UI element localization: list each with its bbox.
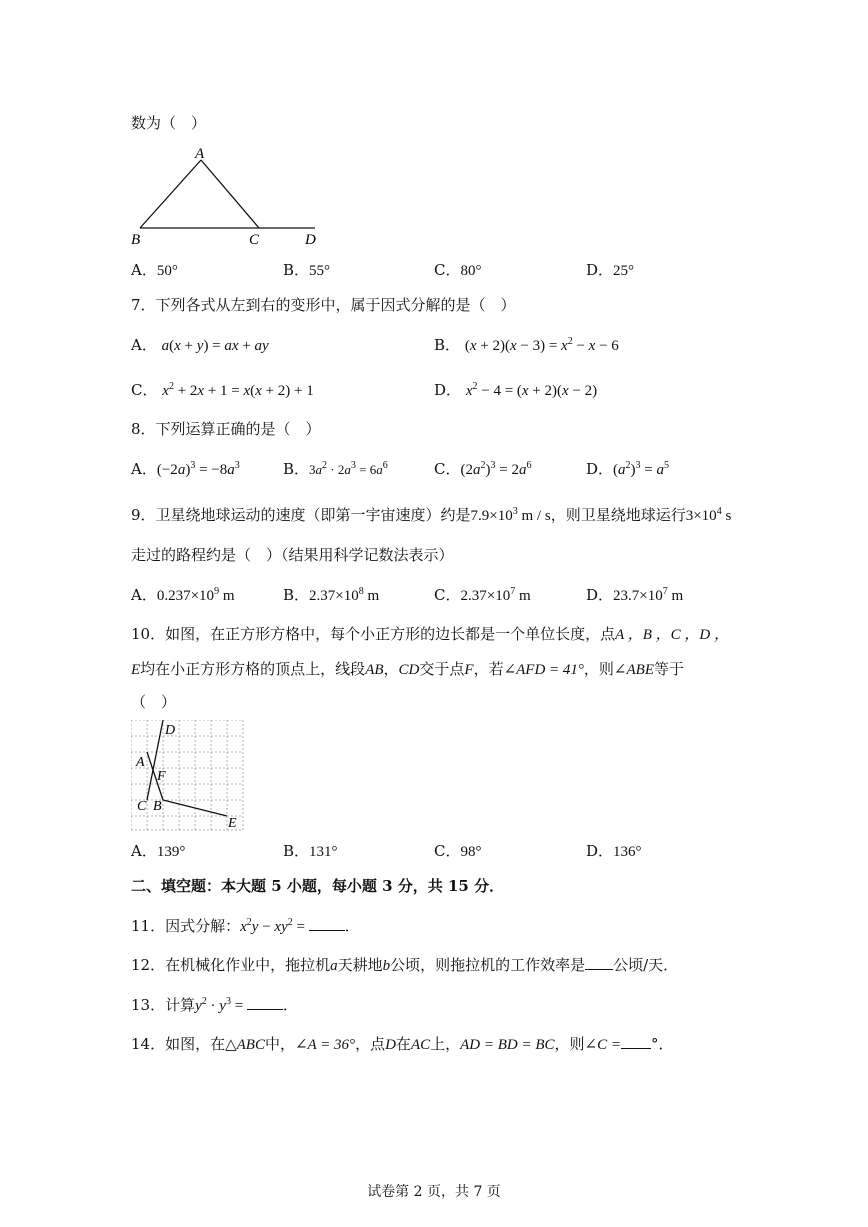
- q6-option-b: B．55°: [283, 261, 331, 279]
- q9-line2: 走过的路程约是（ ）（结果用科学记数法表示）: [131, 546, 454, 564]
- q7-option-d: D． $x^2 - 4 = (x + 2)(x - 2)$: [434, 381, 598, 399]
- section2-heading: 二、填空题：本大题 5 小题，每小题 3 分，共 15 分．: [131, 877, 505, 895]
- q6-option-a: A．50°: [131, 261, 178, 279]
- q8-stem: 8．下列运算正确的是（ ）: [131, 420, 321, 438]
- q10-label-a: A: [136, 755, 145, 770]
- q10-label-b: B: [153, 799, 162, 814]
- q10-grid-figure: [131, 720, 247, 832]
- q13-answer-blank[interactable]: [247, 995, 283, 1010]
- q6-label-a: A: [195, 146, 205, 162]
- q10-option-d: D．136°: [586, 842, 642, 860]
- q6-option-c: C．80°: [434, 261, 482, 279]
- q12: 12．在机械化作业中，拖拉机a天耕地b公顷，则拖拉机的工作效率是 公顷/天．: [131, 956, 679, 974]
- q10-option-b: B．131°: [283, 842, 338, 860]
- q9-option-d: D．$23.7\times 10^7$ m: [586, 586, 684, 604]
- q10-label-c: C: [137, 799, 147, 814]
- q13: 13．计算$y^2 \cdot y^3$ = ．: [131, 996, 298, 1014]
- page-footer: 试卷第 2 页，共 7 页: [367, 1184, 501, 1200]
- q6-stem-tail: 数为（ ）: [131, 114, 207, 132]
- q6-triangle-figure: [125, 140, 335, 250]
- q11-answer-blank[interactable]: [309, 916, 345, 931]
- q12-answer-blank[interactable]: [585, 955, 613, 970]
- q6-label-b: B: [131, 232, 141, 248]
- q9-option-c: C．$2.37\times 10^7$ m: [434, 586, 531, 604]
- q7-option-a: A． a(x + y) = ax + ay: [131, 336, 269, 354]
- q10-line2: E均在小正方形方格的顶点上，线段AB，CD交于点F，若∠AFD = 41°，则∠ABE等于: [131, 660, 685, 678]
- q9-line1: 9．卫星绕地球运动的速度（即第一宇宙速度）约是$7.9\times 10^3$ m / s，则卫星绕地球运行$3\times 10^4$ s: [131, 506, 732, 524]
- q6-label-d: D: [305, 232, 316, 248]
- q10-line1: 10．如图，在正方形方格中，每个小正方形的边长都是一个单位长度，点A ，B ，C ，D ，: [131, 625, 729, 643]
- q10-label-e: E: [228, 816, 237, 831]
- q8-option-a: A．$(-2a)^3 = -8a^3$: [131, 460, 240, 478]
- q6-label-c: C: [249, 232, 260, 248]
- q8-option-b: B．$3a^2 \cdot 2a^3 = 6a^6$: [283, 460, 388, 478]
- q7-option-b: B． $(x + 2)(x - 3) = x^2 - x - 6$: [434, 336, 619, 354]
- q14: 14．如图，在△ABC中，∠A = 36°，点D在AC上，AD = BD = BC，则∠C = °．: [131, 1035, 674, 1053]
- q7-stem: 7．下列各式从左到右的变形中，属于因式分解的是（ ）: [131, 296, 516, 314]
- q11: 11．因式分解：$x^2y - xy^2$ = ．: [131, 917, 360, 935]
- q7-option-c: C． $x^2 + 2x + 1 = x(x + 2) + 1$: [131, 381, 314, 399]
- q10-label-d: D: [165, 723, 176, 738]
- q14-answer-blank[interactable]: [621, 1034, 651, 1049]
- q10-option-a: A．139°: [131, 842, 186, 860]
- q8-option-d: D．$(a^2)^3 = a^5$: [586, 460, 669, 478]
- q10-label-f: F: [157, 769, 166, 784]
- q8-option-c: C．$(2a^2)^3 = 2a^6$: [434, 460, 532, 478]
- q10-line3: （ ）: [131, 693, 177, 711]
- q6-option-d: D．25°: [586, 261, 635, 279]
- q10-option-c: C．98°: [434, 842, 482, 860]
- q9-option-a: A．$0.237\times 10^9$ m: [131, 586, 235, 604]
- q9-option-b: B．$2.37\times 10^8$ m: [283, 586, 380, 604]
